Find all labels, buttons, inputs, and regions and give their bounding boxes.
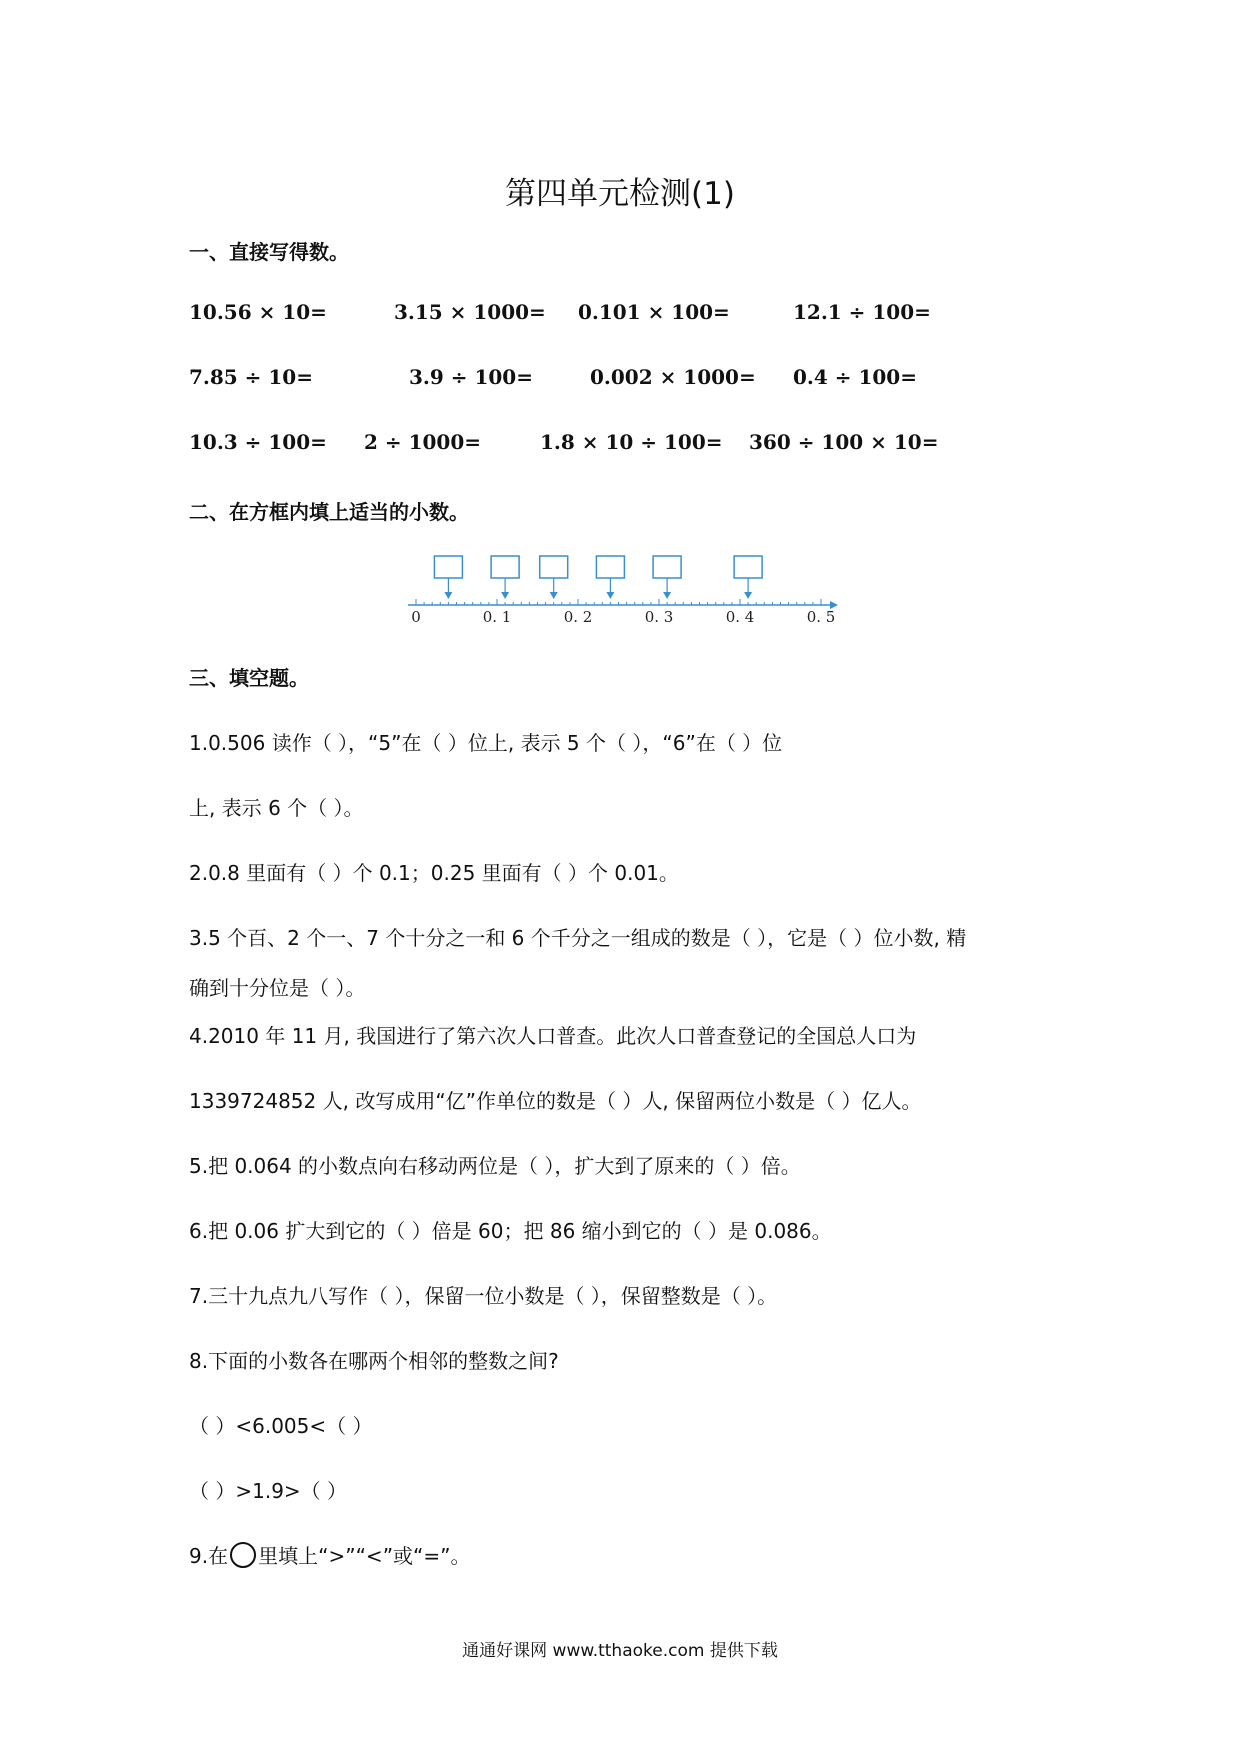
- number-line: [400, 550, 850, 630]
- question-6: 6.把 0.06 扩大到它的（ ）倍是 60；把 86 缩小到它的（ ）是 0.086。: [189, 1219, 832, 1243]
- question-9-text: 里填上“>”“<”或“=”。: [258, 1544, 471, 1568]
- arrow-down-icon: [501, 592, 509, 599]
- question-8: 8.下面的小数各在哪两个相邻的整数之间?: [189, 1349, 559, 1373]
- question-8-item-a: （ ）<6.005<（ ）: [189, 1414, 373, 1438]
- footer-credit: 通通好课网 www.tthaoke.com 提供下载: [462, 1641, 778, 1661]
- calc-item: 3.9 ÷ 100=: [409, 365, 533, 389]
- section-3-heading: 三、填空题。: [189, 666, 309, 690]
- calc-item: 0.4 ÷ 100=: [793, 365, 917, 389]
- answer-box[interactable]: [596, 556, 624, 599]
- question-7: 7.三十九点九八写作（ ），保留一位小数是（ ），保留整数是（ ）。: [189, 1284, 778, 1308]
- question-5: 5.把 0.064 的小数点向右移动两位是（ ），扩大到了原来的（ ）倍。: [189, 1154, 801, 1178]
- arrow-down-icon: [663, 592, 671, 599]
- calc-item: 2 ÷ 1000=: [364, 430, 482, 454]
- calc-item: 0.101 × 100=: [578, 300, 730, 324]
- question-9: [189, 1540, 471, 1569]
- calc-item: 10.3 ÷ 100=: [189, 430, 327, 454]
- question-1-line-2: 上, 表示 6 个（ ）。: [189, 796, 364, 820]
- arrow-down-icon: [550, 592, 558, 599]
- calc-item: 360 ÷ 100 × 10=: [749, 430, 939, 454]
- number-line-label: 0: [411, 608, 421, 626]
- arrow-down-icon: [444, 592, 452, 599]
- arrow-down-icon: [744, 592, 752, 599]
- number-line-label: 0. 4: [725, 608, 755, 626]
- answer-box-frame[interactable]: [540, 556, 568, 578]
- answer-box-frame[interactable]: [734, 556, 762, 578]
- calc-item: 12.1 ÷ 100=: [793, 300, 931, 324]
- question-1-line-1: 1.0.506 读作（ ），“5”在（ ）位上, 表示 5 个（ ），“6”在（ ）位: [189, 731, 783, 755]
- number-line-label: 0. 5: [806, 608, 836, 626]
- question-8-item-b: （ ）>1.9>（ ）: [189, 1479, 348, 1503]
- question-2: 2.0.8 里面有（ ）个 0.1；0.25 里面有（ ）个 0.01。: [189, 861, 679, 885]
- calc-item: 1.8 × 10 ÷ 100=: [540, 430, 723, 454]
- number-line-label: 0. 1: [482, 608, 512, 626]
- answer-box-frame[interactable]: [491, 556, 519, 578]
- answer-box-frame[interactable]: [596, 556, 624, 578]
- answer-box-frame[interactable]: [434, 556, 462, 578]
- circle-icon: [230, 1542, 256, 1568]
- answer-box[interactable]: [434, 556, 462, 599]
- answer-box[interactable]: [491, 556, 519, 599]
- section-2-heading: 二、在方框内填上适当的小数。: [189, 500, 469, 524]
- number-line-label: 0. 2: [563, 608, 593, 626]
- answer-box[interactable]: [653, 556, 681, 599]
- page-title: 第四单元检测(1): [505, 176, 735, 212]
- answer-box[interactable]: [734, 556, 762, 599]
- question-4-line-1: 4.2010 年 11 月, 我国进行了第六次人口普查。此次人口普查登记的全国总人口为: [189, 1024, 917, 1048]
- question-9-prefix: 9.在: [189, 1544, 229, 1568]
- calc-item: 7.85 ÷ 10=: [189, 365, 313, 389]
- question-3-line-2: 确到十分位是（ ）。: [189, 976, 366, 1000]
- calc-item: 10.56 × 10=: [189, 300, 327, 324]
- answer-box-frame[interactable]: [653, 556, 681, 578]
- calc-item: 3.15 × 1000=: [394, 300, 546, 324]
- arrow-down-icon: [606, 592, 614, 599]
- number-line-label: 0. 3: [644, 608, 674, 626]
- question-3-line-1: 3.5 个百、2 个一、7 个十分之一和 6 个千分之一组成的数是（ ），它是（ ）位小数, 精: [189, 926, 967, 950]
- calc-item: 0.002 × 1000=: [590, 365, 756, 389]
- answer-box[interactable]: [540, 556, 568, 599]
- question-4-line-2: 1339724852 人, 改写成用“亿”作单位的数是（ ）人, 保留两位小数是（ ）亿人。: [189, 1089, 922, 1113]
- section-1-heading: 一、直接写得数。: [189, 240, 349, 264]
